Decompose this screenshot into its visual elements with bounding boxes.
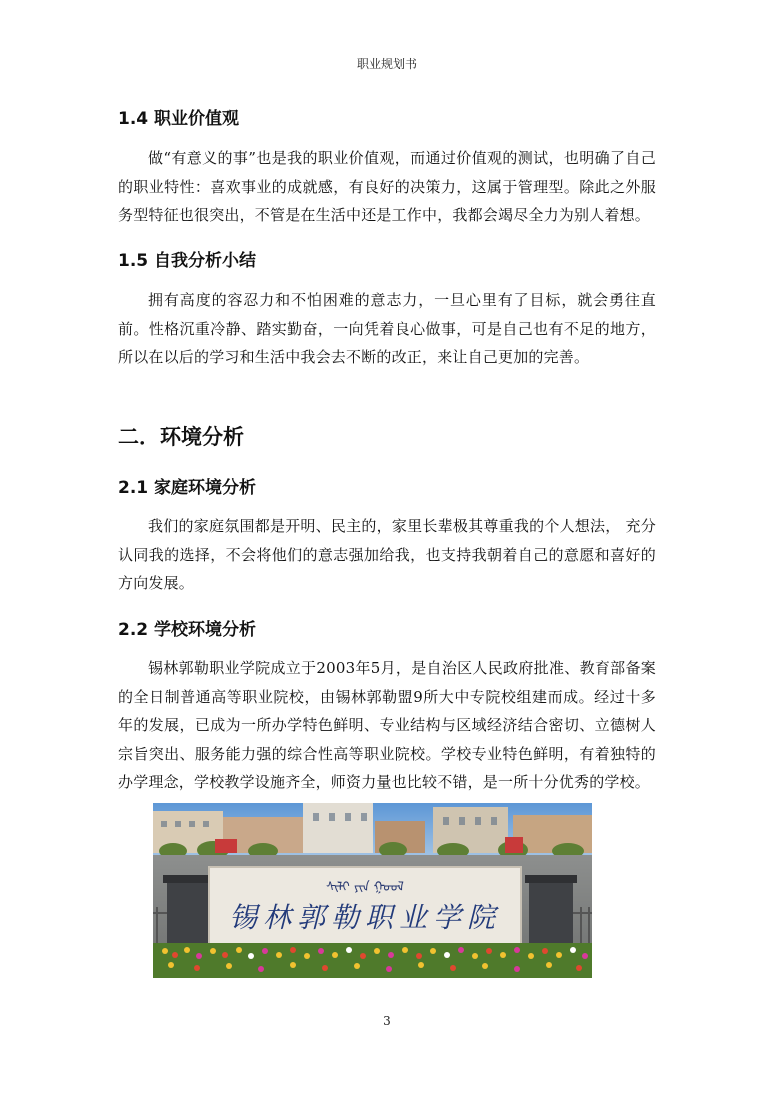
stone-mongolian-text: ᠰᠢᠯᠢ ᠶᠢᠨ ᠭᠣᠣᠯ [326, 880, 404, 895]
page-number: 3 [383, 1014, 391, 1028]
school-gate-photo [153, 803, 592, 978]
section-heading-2-1: 2.1 家庭环境分析 [118, 478, 257, 498]
stone-school-name: 锡林郭勒职业学院 [228, 901, 502, 934]
page-header: 职业规划书 [356, 57, 417, 71]
section-body-2-1: 我们的家庭氛围都是开明、民主的，家里长辈极其尊重我的个人想法， 充分认同我的选择，不会将他们的意志强加给我，也支持我朝着自己的意愿和喜好的方向发展。 [118, 517, 656, 592]
section-heading-1-4: 1.4 职业价值观 [118, 109, 240, 129]
section-body-2-2: 锡林郭勒职业学院成立于2003年5月，是自治区人民政府批准、教育部备案的全日制普通高等职业院校，由锡林郭勒盟9所大中专院校组建而成。经过十多年的发展，已成为一所办学特色鲜明、专业结构与区域经济结合密切、立德树人宗旨突出、服务能力强的综合性高等职业院校。学校专业特色鲜明，有着独特的办学理念，学校教学设施齐全，师资力量也比较不错，是一所十分优秀的学校。 [118, 659, 656, 791]
section-body-1-4: 做“有意义的事”也是我的职业价值观，而通过价值观的测试，也明确了自己的职业特性：喜欢事业的成就感，有良好的决策力，这属于管理型。除此之外服务型特征也很突出，不管是在生活中还是工作中，我都会竭尽全力为别人着想。 [118, 149, 656, 224]
section-heading-2-2: 2.2 学校环境分析 [118, 620, 257, 640]
chapter-heading-2: 二．环境分析 [118, 425, 244, 449]
section-heading-1-5: 1.5 自我分析小结 [118, 251, 257, 271]
section-body-1-5: 拥有高度的容忍力和不怕困难的意志力，一旦心里有了目标，就会勇往直前。性格沉重冷静、踏实勤奋，一向凭着良心做事，可是自己也有不足的地方，所以在以后的学习和生活中我会去不断的改正，来让自己更加的完善。 [118, 291, 656, 366]
